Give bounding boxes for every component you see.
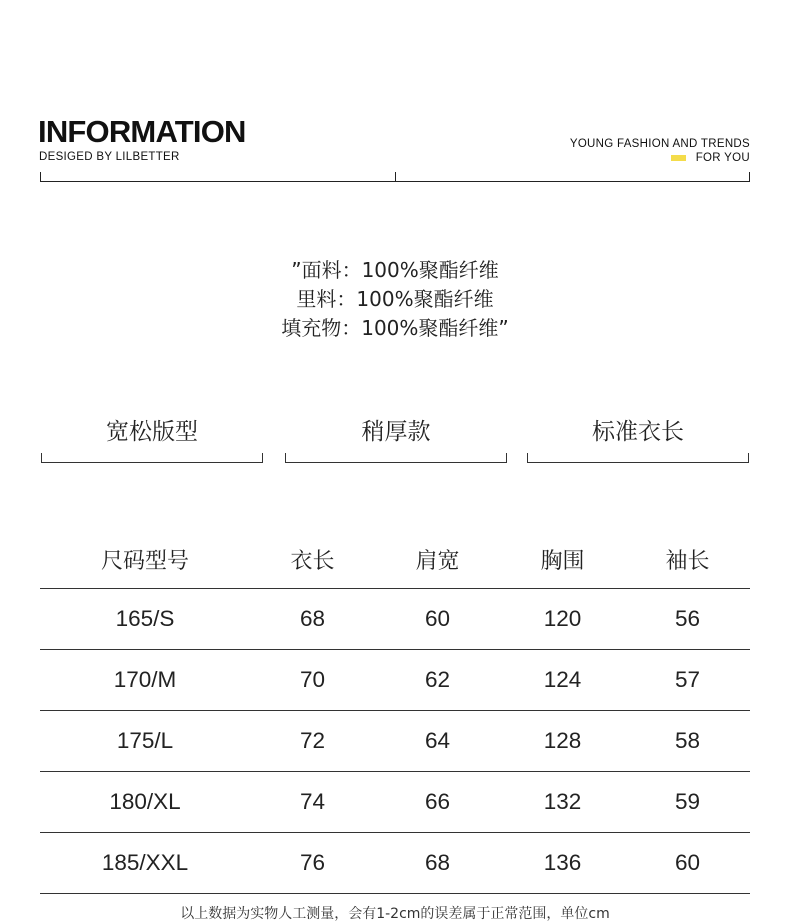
page-title: INFORMATION — [38, 114, 246, 149]
divider-tick-right — [749, 172, 750, 182]
divider-tick-left — [40, 172, 41, 182]
cell-chest: 128 — [500, 711, 625, 772]
header-shoulder: 肩宽 — [375, 530, 500, 589]
material-line-shell: ”面料：100%聚酯纤维 — [291, 258, 499, 282]
header-chest: 胸围 — [500, 530, 625, 589]
cell-length: 74 — [250, 772, 375, 833]
measurement-note: 以上数据为实物人工测量，会有1-2cm的误差属于正常范围，单位cm — [180, 906, 610, 922]
material-composition — [0, 256, 790, 343]
header-length: 衣长 — [250, 530, 375, 589]
header-size: 尺码型号 — [40, 530, 250, 589]
tagline-line-2: FOR YOU — [695, 152, 750, 164]
cell-chest: 136 — [500, 833, 625, 894]
cell-chest: 120 — [500, 589, 625, 650]
cell-length: 72 — [250, 711, 375, 772]
tagline — [570, 137, 750, 165]
cell-sleeve: 56 — [625, 589, 750, 650]
cell-shoulder: 60 — [375, 589, 500, 650]
divider-tick-middle — [395, 172, 396, 182]
cell-shoulder: 66 — [375, 772, 500, 833]
cell-sleeve: 58 — [625, 711, 750, 772]
cell-length: 76 — [250, 833, 375, 894]
tagline-line-2-row — [570, 151, 750, 165]
header-sleeve: 袖长 — [625, 530, 750, 589]
feature-fit — [41, 412, 263, 463]
cell-chest: 132 — [500, 772, 625, 833]
cell-sleeve: 60 — [625, 833, 750, 894]
tagline-line-1: YOUNG FASHION AND TRENDS — [569, 138, 750, 150]
cell-shoulder: 62 — [375, 650, 500, 711]
designer-subtitle: DESIGED BY LILBETTER — [39, 151, 180, 163]
feature-fit-label: 宽松版型 — [106, 419, 198, 445]
cell-shoulder: 64 — [375, 711, 500, 772]
material-line-filling: 填充物：100%聚酯纤维” — [281, 316, 509, 340]
cell-size: 185/XXL — [40, 833, 250, 894]
cell-sleeve: 57 — [625, 650, 750, 711]
cell-shoulder: 68 — [375, 833, 500, 894]
table-row — [40, 833, 750, 894]
cell-size: 180/XL — [40, 772, 250, 833]
table-row — [40, 772, 750, 833]
yellow-accent-bar — [671, 155, 686, 161]
feature-length-label: 标准衣长 — [592, 419, 684, 445]
table-row — [40, 711, 750, 772]
table-header-row — [40, 530, 750, 589]
table-row — [40, 650, 750, 711]
feature-length — [527, 412, 749, 463]
cell-chest: 124 — [500, 650, 625, 711]
cell-length: 68 — [250, 589, 375, 650]
feature-thickness-label: 稍厚款 — [361, 419, 431, 445]
material-line-lining: 里料：100%聚酯纤维 — [296, 287, 494, 311]
cell-size: 175/L — [40, 711, 250, 772]
cell-size: 165/S — [40, 589, 250, 650]
cell-length: 70 — [250, 650, 375, 711]
feature-thickness — [285, 412, 507, 463]
size-chart-table — [40, 530, 750, 894]
table-row — [40, 589, 750, 650]
cell-sleeve: 59 — [625, 772, 750, 833]
cell-size: 170/M — [40, 650, 250, 711]
